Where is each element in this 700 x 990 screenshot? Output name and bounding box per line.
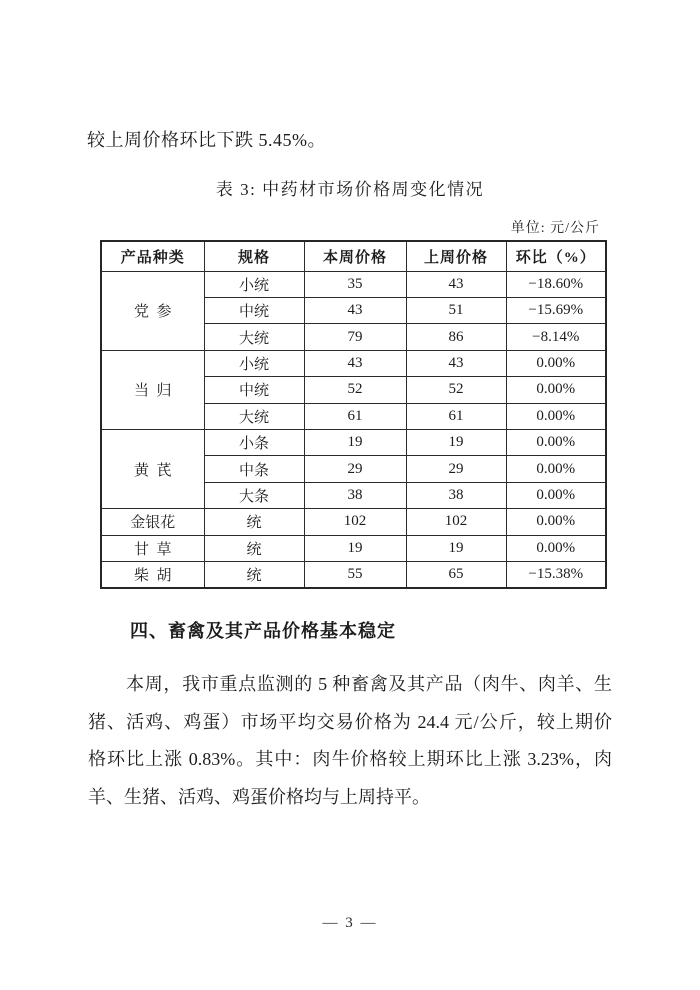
last-price-cell: 86 (406, 324, 506, 350)
product-cell: 黄 芪 (101, 429, 204, 508)
table-row (101, 429, 606, 455)
current-price-cell: 52 (304, 377, 406, 403)
col-header-current-price: 本周价格 (304, 241, 406, 271)
last-price-cell: 43 (406, 271, 506, 297)
last-price-cell: 43 (406, 350, 506, 376)
last-price-cell: 29 (406, 456, 506, 482)
col-header-spec: 规格 (204, 241, 304, 271)
col-header-product: 产品种类 (101, 241, 204, 271)
current-price-cell: 79 (304, 324, 406, 350)
change-cell: −15.69% (506, 297, 606, 323)
section-heading: 四、畜禽及其产品价格基本稳定 (130, 621, 396, 641)
spec-cell: 大统 (204, 324, 304, 350)
change-cell: 0.00% (506, 350, 606, 376)
spec-cell: 统 (204, 535, 304, 561)
col-header-last-price: 上周价格 (406, 241, 506, 271)
table-row (101, 535, 606, 561)
page-number: — 3 — (322, 915, 378, 931)
intro-text: 较上周价格环比下跌 5.45%。 (87, 130, 326, 150)
price-table (100, 240, 607, 589)
body-line: 猪、活鸡、鸡蛋）市场平均交易价格为 24.4 元/公斤，较上期价 (88, 711, 612, 732)
table-row (101, 561, 606, 588)
unit-note: 单位: 元/公斤 (510, 221, 600, 236)
current-price-cell: 29 (304, 456, 406, 482)
spec-cell: 小条 (204, 429, 304, 455)
change-cell: 0.00% (506, 377, 606, 403)
last-price-cell: 61 (406, 403, 506, 429)
col-header-change: 环比（%） (506, 241, 606, 271)
body-paragraph (88, 666, 612, 816)
change-cell: 0.00% (506, 509, 606, 535)
last-price-cell: 65 (406, 561, 506, 588)
product-cell: 柴 胡 (101, 561, 204, 588)
body-line: 羊、生猪、活鸡、鸡蛋价格均与上周持平。 (88, 786, 430, 807)
product-cell: 党 参 (101, 271, 204, 350)
last-price-cell: 38 (406, 482, 506, 508)
change-cell: 0.00% (506, 482, 606, 508)
spec-cell: 中条 (204, 456, 304, 482)
table-row (101, 350, 606, 376)
current-price-cell: 61 (304, 403, 406, 429)
last-price-cell: 19 (406, 535, 506, 561)
change-cell: −18.60% (506, 271, 606, 297)
spec-cell: 大条 (204, 482, 304, 508)
current-price-cell: 19 (304, 535, 406, 561)
current-price-cell: 19 (304, 429, 406, 455)
spec-cell: 大统 (204, 403, 304, 429)
change-cell: −8.14% (506, 324, 606, 350)
product-cell: 甘 草 (101, 535, 204, 561)
change-cell: 0.00% (506, 429, 606, 455)
spec-cell: 小统 (204, 271, 304, 297)
spec-cell: 统 (204, 509, 304, 535)
table-row (101, 509, 606, 535)
change-cell: −15.38% (506, 561, 606, 588)
change-cell: 0.00% (506, 535, 606, 561)
spec-cell: 小统 (204, 350, 304, 376)
body-line: 本周，我市重点监测的 5 种畜禽及其产品（肉牛、肉羊、生 (126, 674, 612, 694)
last-price-cell: 102 (406, 509, 506, 535)
change-cell: 0.00% (506, 456, 606, 482)
product-cell: 金银花 (101, 509, 204, 535)
current-price-cell: 102 (304, 509, 406, 535)
spec-cell: 中统 (204, 297, 304, 323)
table-row (101, 271, 606, 297)
current-price-cell: 35 (304, 271, 406, 297)
product-cell: 当 归 (101, 350, 204, 429)
last-price-cell: 52 (406, 377, 506, 403)
current-price-cell: 38 (304, 482, 406, 508)
current-price-cell: 43 (304, 297, 406, 323)
table-title: 表 3: 中药材市场价格周变化情况 (215, 180, 485, 199)
current-price-cell: 43 (304, 350, 406, 376)
last-price-cell: 19 (406, 429, 506, 455)
last-price-cell: 51 (406, 297, 506, 323)
spec-cell: 中统 (204, 377, 304, 403)
change-cell: 0.00% (506, 403, 606, 429)
table-header-row (101, 241, 606, 271)
spec-cell: 统 (204, 561, 304, 588)
current-price-cell: 55 (304, 561, 406, 588)
body-line: 格环比上涨 0.83%。其中：肉牛价格较上期环比上涨 3.23%，肉 (88, 749, 612, 769)
